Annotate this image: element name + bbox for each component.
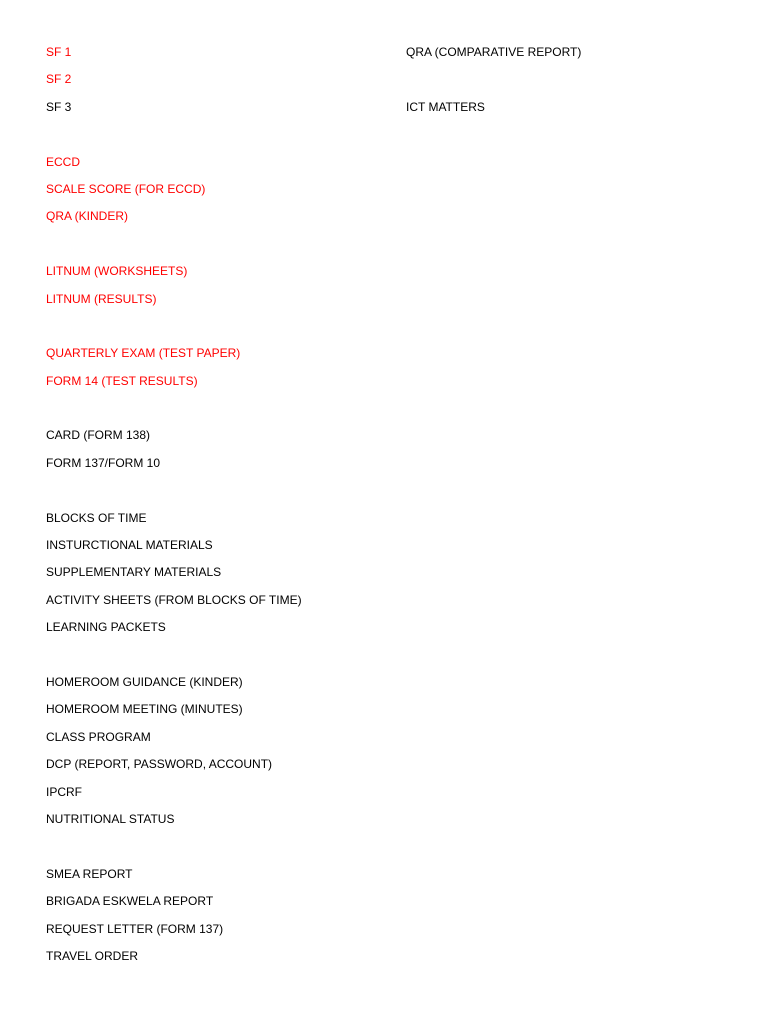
item-eccd: ECCD: [46, 154, 81, 169]
spacer: [46, 125, 302, 152]
item-nutritional-status: NUTRITIONAL STATUS: [46, 811, 175, 826]
item-travel-order: TRAVEL ORDER: [46, 948, 139, 963]
item-litnum-worksheets: LITNUM (WORKSHEETS): [46, 264, 188, 279]
item-request-letter: REQUEST LETTER (FORM 137): [46, 921, 224, 936]
item-ipcrf: IPCRF: [46, 784, 82, 799]
spacer: [46, 399, 302, 426]
item-litnum-results: LITNUM (RESULTS): [46, 291, 157, 306]
item-brigada-eskwela: BRIGADA ESKWELA REPORT: [46, 894, 214, 909]
item-qra-comparative: QRA (COMPARATIVE REPORT): [406, 45, 582, 59]
item-ict-matters: ICT MATTERS: [406, 99, 485, 114]
item-dcp: DCP (REPORT, PASSWORD, ACCOUNT): [46, 757, 273, 772]
left-column-list: [46, 43, 302, 974]
item-smea-report: SMEA REPORT: [46, 866, 133, 881]
item-learning-packets: LEARNING PACKETS: [46, 620, 166, 635]
spacer: [46, 837, 302, 864]
right-column-list: [406, 43, 581, 125]
spacer: [46, 317, 302, 344]
item-blocks-of-time: BLOCKS OF TIME: [46, 510, 147, 525]
spacer: [46, 646, 302, 673]
item-supplementary-materials: SUPPLEMENTARY MATERIALS: [46, 565, 222, 580]
item-form14: FORM 14 (TEST RESULTS): [46, 373, 198, 388]
item-activity-sheets: ACTIVITY SHEETS (FROM BLOCKS OF TIME): [46, 592, 302, 607]
item-card-form138: CARD (FORM 138): [46, 428, 151, 443]
spacer: [46, 481, 302, 508]
item-homeroom-guidance: HOMEROOM GUIDANCE (KINDER): [46, 674, 243, 689]
spacer: [46, 235, 302, 262]
item-class-program: CLASS PROGRAM: [46, 729, 151, 744]
item-qra-kinder: QRA (KINDER): [46, 209, 129, 224]
item-insturctional-materials: INSTURCTIONAL MATERIALS: [46, 538, 213, 553]
item-sf3: SF 3: [46, 99, 72, 114]
item-form137: FORM 137/FORM 10: [46, 455, 161, 470]
item-sf2: SF 2: [46, 72, 72, 87]
spacer: [406, 70, 581, 97]
item-quarterly-exam: QUARTERLY EXAM (TEST PAPER): [46, 346, 241, 361]
item-scale-score: SCALE SCORE (FOR ECCD): [46, 181, 206, 196]
item-homeroom-meeting: HOMEROOM MEETING (MINUTES): [46, 702, 243, 717]
item-sf1: SF 1: [46, 45, 72, 59]
